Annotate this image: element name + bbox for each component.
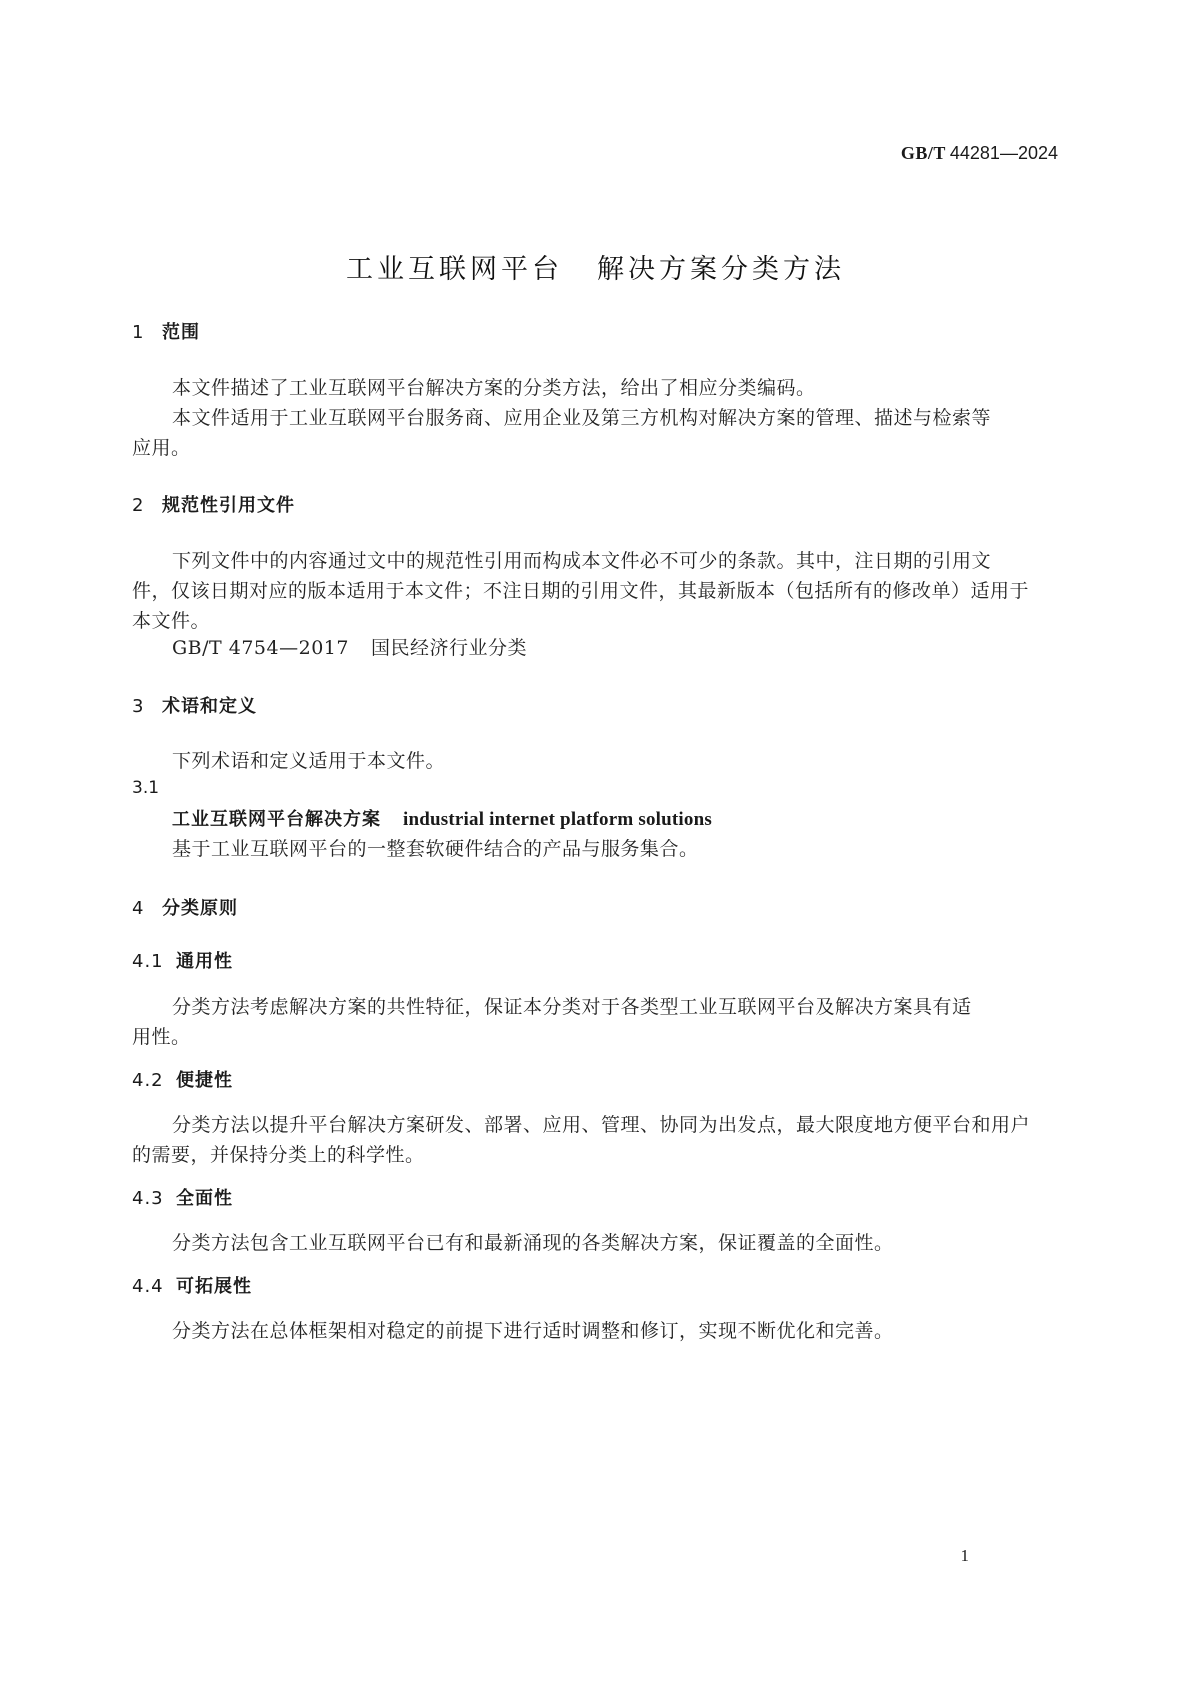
- section-number: 1: [132, 322, 145, 343]
- standard-code: [901, 143, 1058, 164]
- subsection-4-4-heading: [132, 1272, 252, 1298]
- section-2-heading: [132, 491, 295, 517]
- paragraph: 分类方法考虑解决方案的共性特征，保证本分类对于各类型工业互联网平台及解决方案具有适: [172, 996, 972, 1018]
- document-title-part2: 解决方案分类方法: [597, 254, 845, 285]
- paragraph: 件，仅该日期对应的版本适用于本文件；不注日期的引用文件，其最新版本（包括所有的修改单）适用于: [132, 580, 1030, 602]
- subsection-4-2-heading: [132, 1066, 233, 1092]
- paragraph: 本文件。: [132, 610, 211, 632]
- term-english: industrial internet platform solutions: [403, 809, 712, 830]
- subsection-title: 全面性: [176, 1188, 233, 1209]
- subsection-number: 4.4: [132, 1276, 164, 1297]
- reference-code: GB/T 4754—2017: [172, 637, 349, 659]
- paragraph: 下列文件中的内容通过文中的规范性引用而构成本文件必不可少的条款。其中，注日期的引用文: [172, 550, 992, 572]
- section-number: 3: [132, 696, 145, 717]
- document-title-part1: 工业互联网平台: [346, 254, 563, 285]
- paragraph: 分类方法包含工业互联网平台已有和最新涌现的各类解决方案，保证覆盖的全面性。: [172, 1232, 894, 1254]
- reference-title: 国民经济行业分类: [370, 637, 527, 659]
- paragraph: 本文件描述了工业互联网平台解决方案的分类方法，给出了相应分类编码。: [172, 377, 816, 399]
- paragraph: 的需要，并保持分类上的科学性。: [132, 1144, 425, 1166]
- subsection-4-1-heading: [132, 947, 233, 973]
- subsection-title: 可拓展性: [176, 1276, 252, 1297]
- standard-code-number: 44281—2024: [949, 143, 1058, 163]
- paragraph: 分类方法在总体框架相对稳定的前提下进行适时调整和修订，实现不断优化和完善。: [172, 1320, 894, 1342]
- subsection-number: 4.1: [132, 951, 164, 972]
- subsection-title: 便捷性: [176, 1070, 233, 1091]
- term-number: 3.1: [132, 778, 160, 798]
- term-definition: 基于工业互联网平台的一整套软硬件结合的产品与服务集合。: [172, 838, 699, 860]
- page-number: 1: [960, 1546, 969, 1565]
- document-title: [0, 247, 1191, 286]
- section-4-heading: [132, 894, 238, 920]
- section-title: 分类原则: [162, 898, 238, 919]
- paragraph: 本文件适用于工业互联网平台服务商、应用企业及第三方机构对解决方案的管理、描述与检索等: [172, 407, 992, 429]
- section-title: 规范性引用文件: [162, 495, 295, 516]
- subsection-number: 4.3: [132, 1188, 164, 1209]
- section-number: 4: [132, 898, 145, 919]
- standard-code-prefix: GB/T: [900, 143, 946, 163]
- paragraph: 用性。: [132, 1026, 191, 1048]
- paragraph: 下列术语和定义适用于本文件。: [172, 750, 446, 772]
- subsection-4-3-heading: [132, 1184, 233, 1210]
- section-3-heading: [132, 692, 257, 718]
- paragraph: 应用。: [132, 437, 191, 459]
- term-entry: [172, 805, 712, 831]
- term-chinese: 工业互联网平台解决方案: [172, 809, 381, 830]
- section-number: 2: [132, 495, 145, 516]
- paragraph: 分类方法以提升平台解决方案研发、部署、应用、管理、协同为出发点，最大限度地方便平台和用户: [172, 1114, 1031, 1136]
- subsection-title: 通用性: [176, 951, 233, 972]
- section-title: 术语和定义: [162, 696, 257, 717]
- section-title: 范围: [162, 322, 200, 343]
- normative-reference: [172, 633, 527, 660]
- subsection-number: 4.2: [132, 1070, 164, 1091]
- section-1-heading: [132, 318, 200, 344]
